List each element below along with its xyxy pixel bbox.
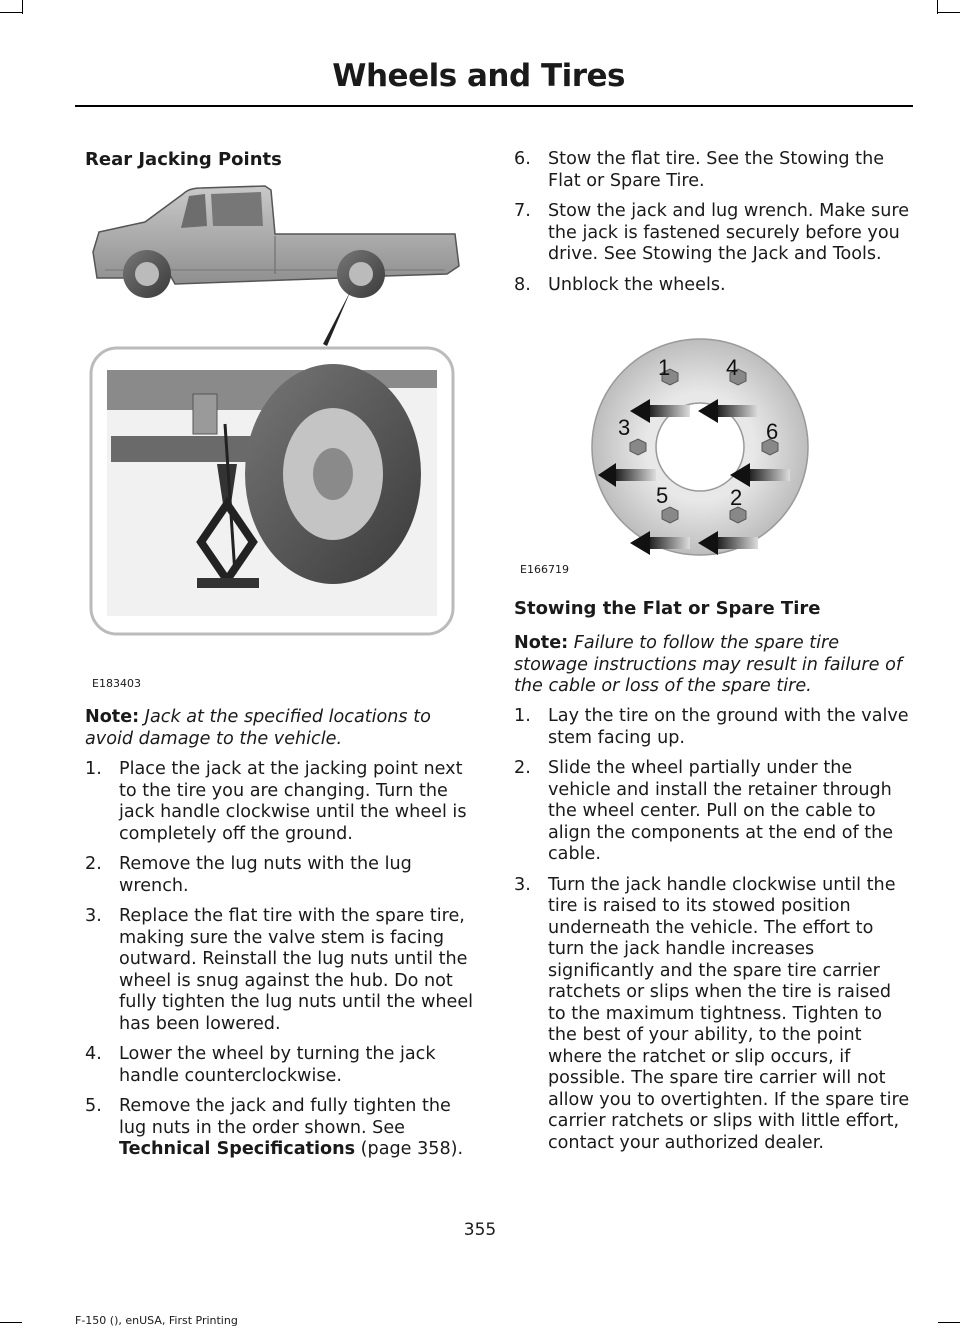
note-text: Jack at the specified locations to avoid damage to the vehicle.: [85, 707, 431, 749]
page-title: Wheels and Tires: [332, 58, 625, 94]
crop-mark: [0, 12, 22, 13]
pointer-line: [323, 290, 351, 346]
section-heading-rear-jacking-points: Rear Jacking Points: [85, 149, 282, 170]
list-item: 3. Replace the flat tire with the spare tire, making sure the valve stem is facing outward. Reinstall the lug nuts until the wheel is snug against the hub. Do not fully tighten the lug nuts until the wheel has been lowered.: [85, 906, 474, 1034]
technical-specifications-link[interactable]: Technical Specifications: [119, 1139, 356, 1159]
stowing-spare-steps-list: [514, 706, 910, 1163]
jacking-steps-list: [85, 759, 478, 1170]
list-item: 6. Stow the flat tire. See the Stowing the Flat or Spare Tire.: [514, 149, 885, 191]
sequence-label: 3: [618, 415, 631, 440]
note-stowing: [514, 633, 910, 698]
stowing-steps-list: [514, 149, 910, 305]
sequence-label: 6: [766, 419, 779, 444]
list-item: 5. Remove the jack and fully tighten the lug nuts in the order shown. See Technical Specifications (page 358).: [85, 1096, 464, 1159]
note-jacking: [85, 707, 475, 750]
header-divider: [75, 105, 913, 107]
page-number: 355: [463, 1220, 497, 1240]
crop-mark: [22, 0, 23, 14]
note-text: Failure to follow the spare tire stowage instructions may result in failure of the cable or loss of the spare tire.: [514, 633, 903, 696]
note-label: Note:: [85, 707, 140, 727]
sequence-label: 2: [730, 485, 743, 510]
list-item: 1. Place the jack at the jacking point next to the tire you are changing. Turn the jack handle clockwise until the wheel is completely off the ground.: [85, 759, 467, 844]
sequence-label: 1: [658, 355, 671, 380]
rear-jacking-points-figure: [85, 174, 465, 694]
figure-code: E183403: [92, 677, 141, 690]
list-item: 1. Lay the tire on the ground with the valve stem facing up.: [514, 706, 909, 748]
list-item: 2. Slide the wheel partially under the vehicle and install the retainer through the wheel center. Pull on the cable to align the components at the end of the cable.: [514, 758, 894, 864]
list-item: 7. Stow the jack and lug wrench. Make sure the jack is fastened securely before you drive. See Stowing the Jack and Tools.: [514, 201, 910, 264]
section-heading-stowing: Stowing the Flat or Spare Tire: [514, 598, 821, 619]
footer-print-info: F-150 (), enUSA, First Printing: [75, 1314, 238, 1327]
crop-mark: [937, 0, 938, 14]
sequence-label: 5: [656, 483, 669, 508]
crop-mark: [938, 1322, 960, 1323]
truck-illustration: [93, 186, 459, 298]
jack-closeup-illustration: [107, 364, 437, 616]
crop-mark: [0, 1322, 22, 1323]
list-item: 4. Lower the wheel by turning the jack handle counterclockwise.: [85, 1044, 436, 1086]
figure-code: E166719: [520, 563, 569, 576]
lug-nut-sequence-figure: [590, 335, 810, 560]
list-item: 3. Turn the jack handle clockwise until the tire is raised to its stowed position underneath the vehicle. The effort to turn the jack handle increases significantly and the spare tire carrier ratchets or slips when the tire is raised to the maximum tightness. Tighten to the best of your ability, to the point where the ratchet or slip occurs, if possible. The spare tire carrier will not allow you to overtighten. If the spare tire carrier ratchets or slips with little effort, contact your authorized dealer.: [514, 874, 910, 1153]
sequence-label: 4: [726, 355, 739, 380]
note-label: Note:: [514, 633, 569, 653]
list-item: 2. Remove the lug nuts with the lug wrench.: [85, 854, 412, 896]
crop-mark: [938, 12, 960, 13]
list-item: 8. Unblock the wheels.: [514, 274, 726, 295]
